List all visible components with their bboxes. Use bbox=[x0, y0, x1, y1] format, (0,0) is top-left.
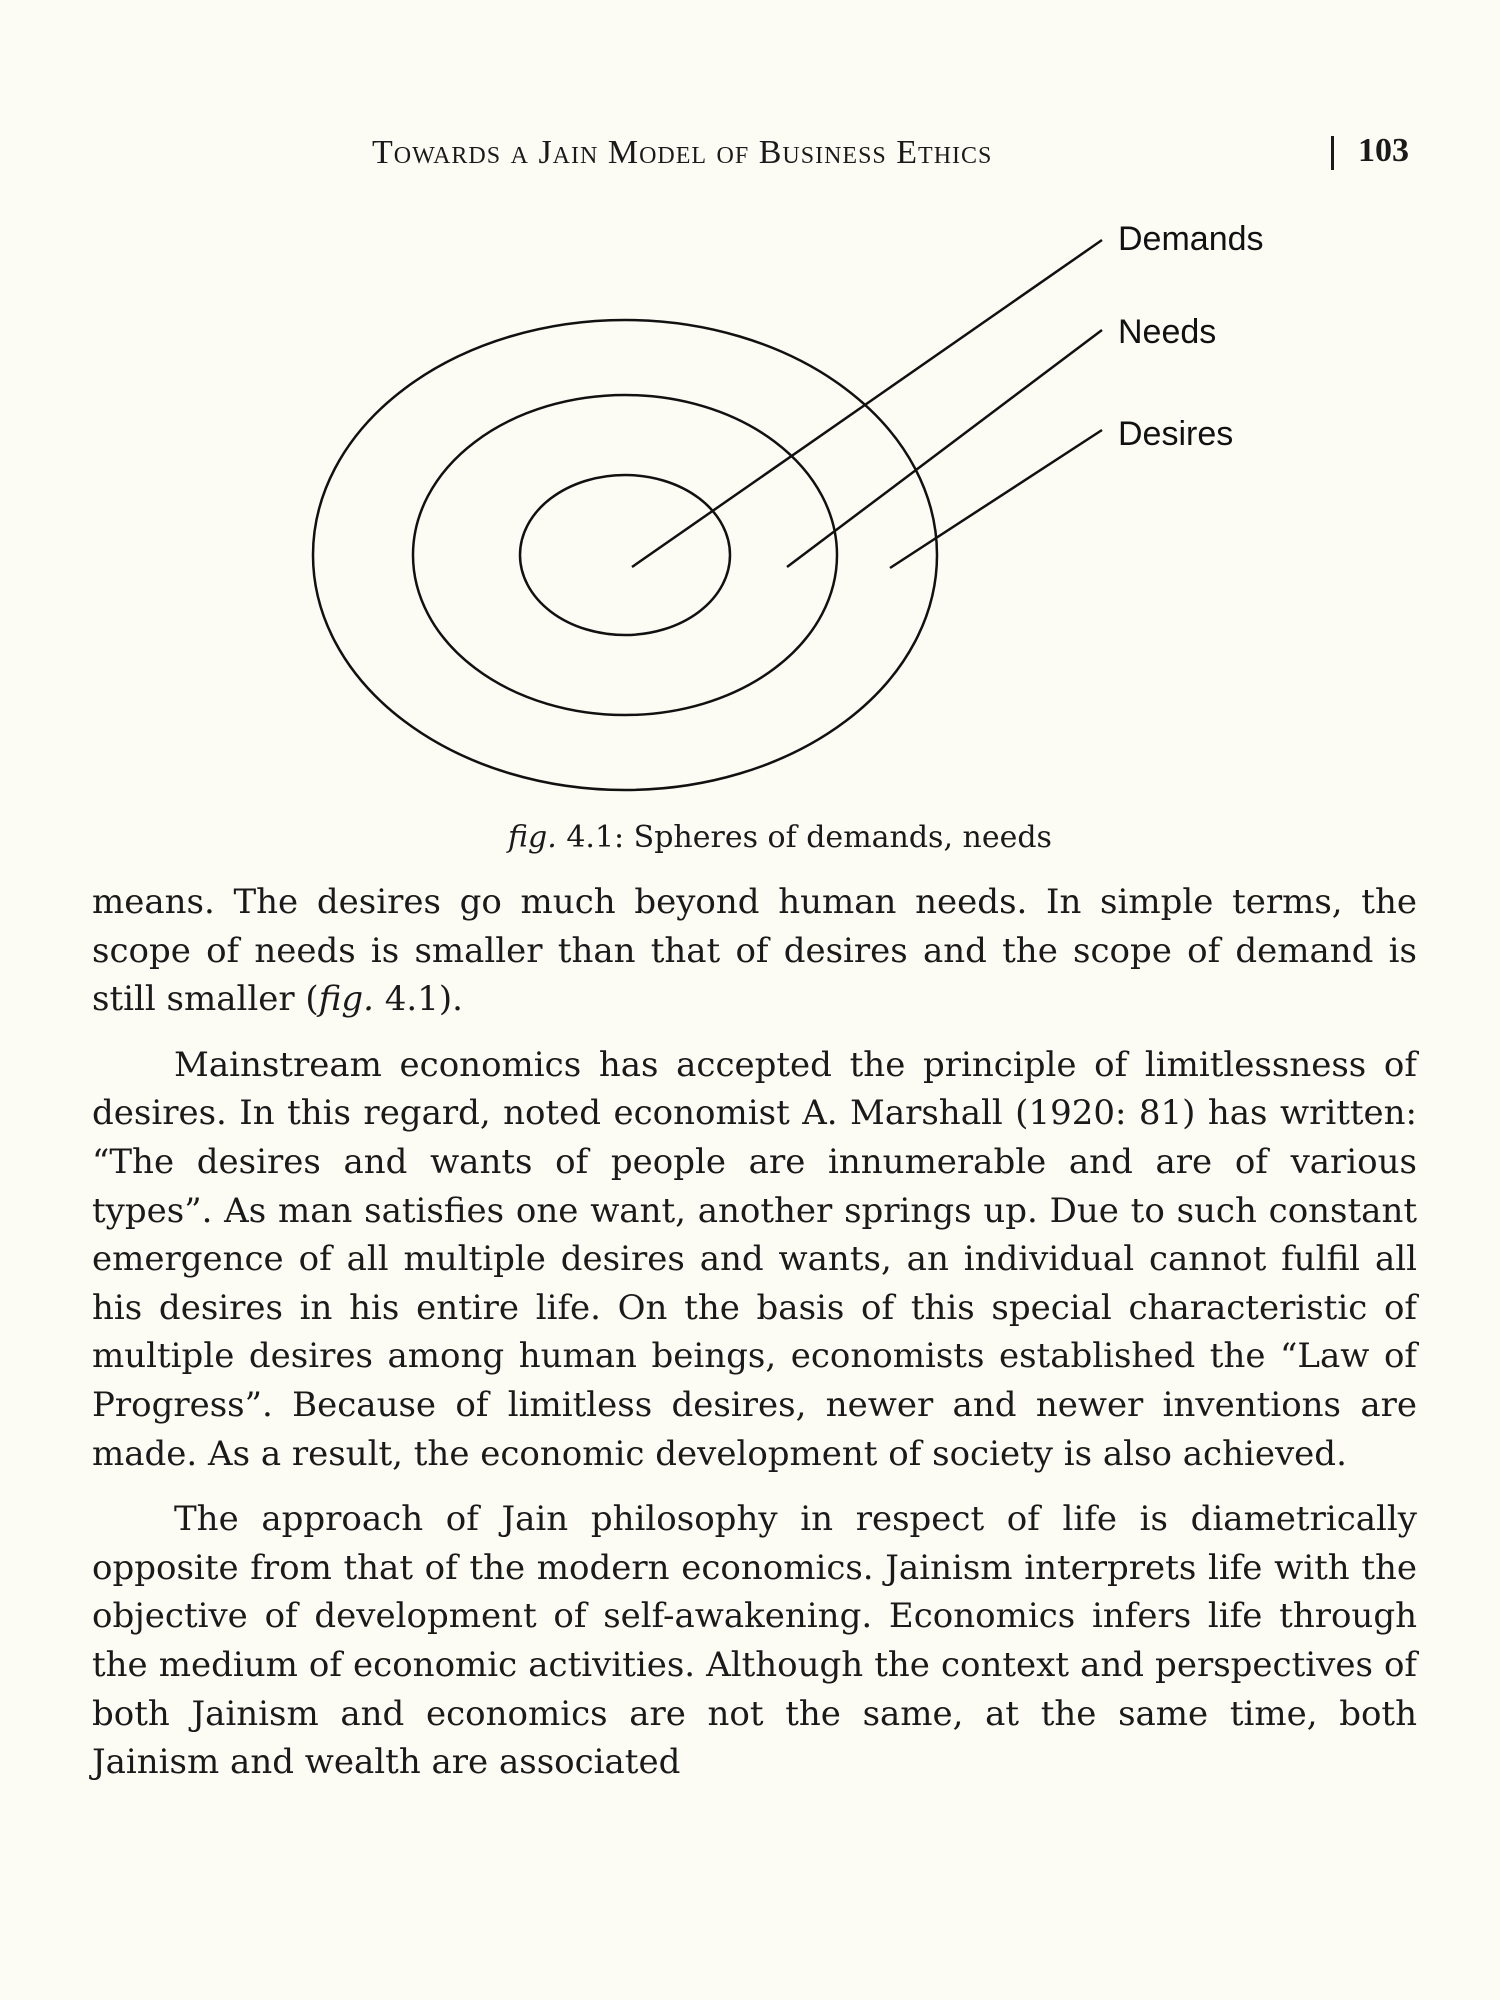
label-demands: Demands bbox=[1118, 220, 1264, 258]
paragraph-1-text-b: 4.1). bbox=[373, 979, 463, 1020]
running-title: Towards a Jain Model of Business Ethics bbox=[372, 134, 993, 171]
middle-sphere bbox=[413, 395, 837, 715]
caption-text: 4.1: Spheres of demands, needs bbox=[556, 820, 1052, 855]
paragraph-1 bbox=[92, 878, 1417, 1024]
spheres-diagram bbox=[280, 200, 1280, 810]
paragraph-2: Mainstream economics has accepted the principle of limitlessness of desires. In this regard, noted economist A. Marshall (1920: 81) has written: “The desires and wants of people are innumerable and are of various types”. As man satisfies one want, another springs up. Due to such constant emergence of all multiple desires and wants, an individual cannot fulfil all his desires in his entire life. On the basis of this special characteristic of multiple desires among human beings, economists established the “Law of Progress”. Because of limitless desires, newer and newer inventions are made. As a result, the economic development of society is also achieved. bbox=[92, 1044, 1417, 1474]
outer-sphere bbox=[313, 320, 937, 790]
page-header bbox=[0, 128, 1500, 178]
label-desires: Desires bbox=[1118, 415, 1234, 453]
paragraph-3: The approach of Jain philosophy in respect of life is diametrically opposite from that of the modern economics. Jainism interprets life with the objective of development of self-awakening. Economics infers life through the medium of economic activities. Although the context and perspectives of both Jainism and economics are not the same, at the same time, both Jainism and wealth are associated bbox=[92, 1499, 1417, 1783]
page-number: 103 bbox=[1358, 132, 1409, 169]
demands-leader-line bbox=[632, 240, 1102, 567]
caption-fig-ref: fig. bbox=[508, 820, 557, 855]
label-needs: Needs bbox=[1118, 313, 1217, 351]
inner-sphere bbox=[520, 475, 730, 635]
header-divider bbox=[1331, 136, 1334, 170]
figure-caption bbox=[0, 820, 1500, 855]
paragraph-1-text-a: means. The desires go much beyond human needs. In simple terms, the scope of needs is smaller than that of desires and the scope of demand is still smaller ( bbox=[92, 882, 1417, 1020]
desires-leader-line bbox=[890, 430, 1102, 568]
body-text bbox=[92, 878, 1417, 1804]
paragraph-1-fig-ref: fig. bbox=[318, 979, 374, 1020]
